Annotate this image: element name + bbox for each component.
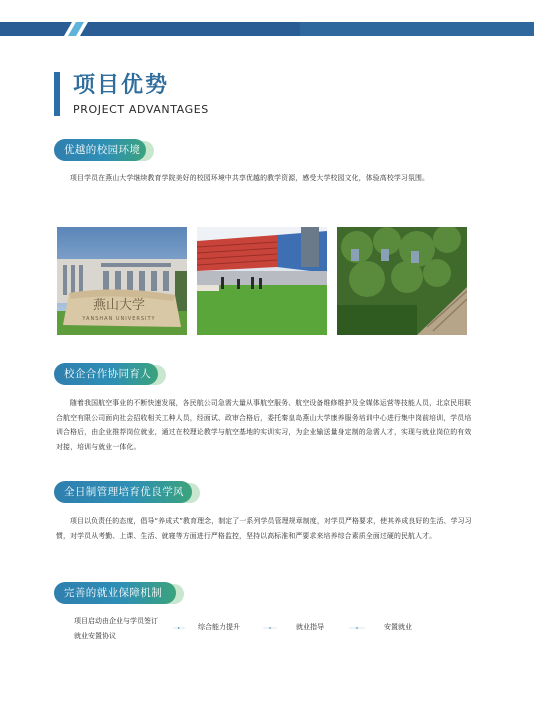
photo-campus-gate xyxy=(57,227,187,335)
section-body-cooperation: 随着我国航空事业的不断快速发展，各民航公司急需大量从事航空服务、航空设备维修维护及全媒体运营等技能人员，北京民用联合航空有限公司面向社会招收相关工种人员，经面试、政审合格后，委托秦皇岛燕山大学康养服务培训中心进行集中岗前培训，学员培训合格后，由企业推荐岗位就业，通过在校理论教学与航空基地的实训实习，为企业输送量身定制的急需人才，实现与就业岗位的有效对接，培训与就业一体化。 xyxy=(56,399,472,451)
svg-text:YANSHAN UNIVERSITY: YANSHAN UNIVERSITY xyxy=(82,316,156,322)
title-accent-bar xyxy=(54,72,60,116)
page-subtitle: PROJECT ADVANTAGES xyxy=(73,103,209,116)
stone-inscription: 燕山大学 xyxy=(92,298,146,313)
flow-step-placement: 安置就业 xyxy=(384,623,412,631)
flow-step-ability: 综合能力提升 xyxy=(198,623,240,631)
photo-sports-field xyxy=(197,227,327,335)
flow-step-guidance: 就业指导 xyxy=(296,623,324,631)
employment-flow xyxy=(60,610,480,650)
flow-arrow-icon xyxy=(250,627,290,629)
section-body-campus: 项目学员在燕山大学继续教育学院美好的校园环境中共享优越的教学资源，感受大学校园文化，体验高校学习氛围。 xyxy=(70,174,430,182)
flow-step-agreement: 项目启动由企业与学员签订就业安置协议 xyxy=(74,617,158,640)
section-body-management: 项目以负责任的态度，倡导“养成式”教育理念，制定了一系列学员管理规章制度，对学员严格要求，使其养成良好的生活、学习习惯，对学员从考勤、上课、生活、就寝等方面进行严格监控，坚持以高标准和严要求来培养综合素质全面过硬的民航人才。 xyxy=(56,517,472,540)
section-heading-cooperation: 校企合作协同育人 xyxy=(54,363,166,385)
flow-arrow-icon xyxy=(160,627,198,629)
flow-arrow-icon xyxy=(332,627,382,629)
top-decorative-band xyxy=(0,0,534,48)
page-title: 项目优势 xyxy=(73,73,170,98)
photo-ivy-building xyxy=(337,227,467,335)
section-heading-campus: 优越的校园环境 xyxy=(54,139,154,161)
section-heading-employment: 完善的就业保障机制 xyxy=(54,582,184,604)
section-heading-management: 全日制管理培育优良学风 xyxy=(54,481,200,503)
